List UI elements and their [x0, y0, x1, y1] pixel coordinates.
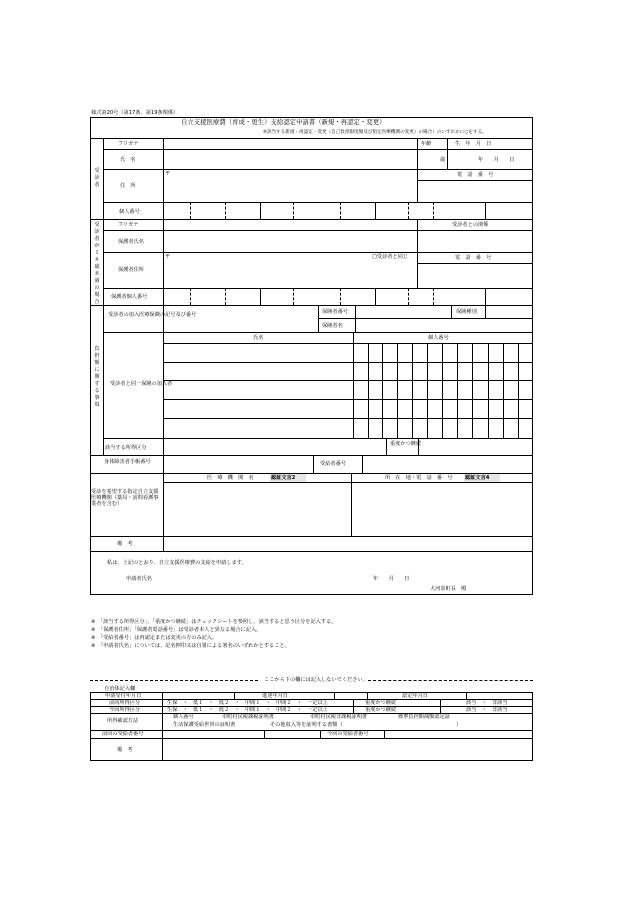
form-number: 様式第20号（第17条、第19条関係） — [91, 110, 179, 116]
progress-date-label: 進達年月日 — [262, 693, 288, 699]
method-other-close: ） — [456, 722, 462, 728]
curr-income-options: 生保 ・ 低１ ・ 低２ ・ 中間１ ・ 中間２ ・ 一定以上 — [167, 707, 328, 713]
office-remarks-label: 備 考 — [117, 747, 133, 753]
recipient-no-label: 受給者番号 — [320, 461, 346, 467]
guardian-same-as-checkbox[interactable]: □受診者と同じ — [372, 254, 409, 260]
guardian-phone-label: 電 話 番 号 — [455, 255, 492, 261]
patient-insurance-label: 受診者の加入医療保険の記号及び番号 — [108, 312, 197, 318]
facility-label: 受診を希望する指定自立支援医療機関（薬局・訪問看護事業者を含む） — [91, 489, 159, 507]
curr-income-label: 今回所得区分 — [109, 707, 141, 713]
applicant-name-label: 申請者氏名 — [126, 576, 152, 582]
method-welfare-cert: 生活保護受給世帯の証明書 — [173, 722, 236, 728]
disability-cert-label: 身体障害者手帳番号 — [104, 459, 151, 465]
patient-individual-no-label: 個人番号 — [119, 209, 140, 215]
patient-section-label: 受診者 — [94, 168, 100, 188]
burden-section-label: 負担額に関する事項 — [94, 346, 100, 408]
guardian-address-label: 保護者住所 — [118, 267, 144, 273]
guardian-furigana-label: フリガナ — [118, 222, 139, 228]
form-title: 自立支援医療費（育成・更生）支給認定申請書（新規・再認定・変更） — [181, 118, 386, 126]
patient-furigana-label: フリガナ — [118, 141, 139, 147]
prev-income-options: 生保 ・ 低１ ・ 低２ ・ 中間１ ・ 中間２ ・ 一定以上 — [167, 700, 328, 706]
facility-address-header: 所 在 地・電 話 番 号 — [385, 475, 453, 481]
declaration-text: 私は、上記のとおり、自立支援医療費の支給を申請します。 — [107, 560, 247, 566]
facility-name-header: 医 療 機 関 名 — [207, 475, 254, 481]
approval-date-label: 認定年月日 — [402, 693, 428, 699]
note-2: ※ 「保護者住所」「保護者電話番号」は受診者本人と異なる場合に記入。 — [91, 627, 262, 633]
heavy-continuous-label: 重度かつ継続 — [390, 441, 422, 447]
prev-applicable-options: 該当 ・ 非該当 — [466, 700, 508, 706]
addressee-label: 大河原町長 殿 — [430, 586, 467, 592]
patient-name-label: 氏 名 — [120, 157, 136, 163]
note-3: ※ 「受給者番号」は再認定または変更の方のみ記入。 — [91, 635, 218, 641]
patient-postal-mark: 〒 — [165, 171, 171, 177]
insurance-type-label: 保険種別 — [456, 309, 477, 315]
method-tax-cert: 市町村民税課税証明書 — [222, 714, 274, 720]
patient-age-suffix: 歳 — [440, 157, 446, 163]
family-name-header: 氏名 — [253, 335, 264, 341]
method-individual-no: 個人番号 — [173, 714, 194, 720]
method-nontax-cert: 市町村民税非課税証明書 — [310, 714, 368, 720]
patient-phone-label: 電 話 番 号 — [457, 172, 494, 178]
method-other: その他収入等を証明する書類（ — [270, 722, 343, 728]
application-date-fmt: 年 月 日 — [373, 576, 410, 582]
prev-heavy-label: 重度かつ継続 — [365, 700, 397, 706]
same-insurance-label: 受診者と同一保険の加入者 — [110, 381, 173, 387]
note-4: ※ 「申請者氏名」については、記名押印又は自署による署名のいずれかとすること。 — [91, 643, 290, 649]
insurer-name-label: 保険者名 — [322, 323, 343, 329]
receipt-date-label: 申請受付年月日 — [105, 693, 142, 699]
patient-birthdate-fmt: 生 年 月 日 — [455, 141, 492, 147]
curr-heavy-label: 重度かつ継続 — [365, 707, 397, 713]
income-category-label: 該当する所得区分 — [105, 445, 147, 451]
prev-income-label: 前回所得区分 — [109, 700, 141, 706]
family-individual-no-header: 個人番号 — [428, 335, 449, 341]
curr-recipient-label: 今回の受給者番号 — [327, 731, 369, 737]
facility-name-badge: 認証文言2 — [271, 475, 296, 481]
form-subnote: ※該当する新規・再認定・変更（自己負担限度額及び指定医療機関の変更）の場合）のいずれかに○をする。 — [263, 130, 487, 135]
guardian-individual-no-label: 保護者個人番号 — [111, 294, 148, 300]
income-method-label: 所得確認方法 — [107, 718, 139, 724]
method-reduction-cert: 標準負担額減額認定証 — [398, 714, 450, 720]
patient-age-fmt: 年 月 日 — [478, 157, 515, 163]
remarks-label: 備 考 — [117, 541, 133, 547]
guardian-postal-mark: 〒 — [165, 254, 171, 260]
cut-line-label: ここから下の欄には記入しないでください。 — [264, 677, 368, 683]
curr-applicable-options: 該当 ・ 非該当 — [466, 707, 508, 713]
patient-address-label: 住 所 — [120, 183, 136, 189]
facility-address-badge: 認証文言4 — [465, 475, 490, 481]
prev-recipient-label: 前回の受給者番号 — [102, 731, 144, 737]
guardian-name-label: 保護者氏名 — [118, 239, 144, 245]
main-form-frame — [90, 117, 533, 595]
note-1: ※ 「該当する所得区分」、「重度かつ継続」はチェックシートを参照し、該当すると思う区分を記入する。 — [91, 619, 337, 625]
insurer-no-label: 保険者番号 — [322, 309, 348, 315]
guardian-section-label: 受診者が１８歳未満の場合 — [94, 222, 100, 305]
office-header: 自治体記入欄 — [104, 686, 136, 692]
patient-birthdate-label: 年齢 — [421, 141, 432, 147]
guardian-relation-label: 受診者との関係 — [452, 222, 489, 228]
